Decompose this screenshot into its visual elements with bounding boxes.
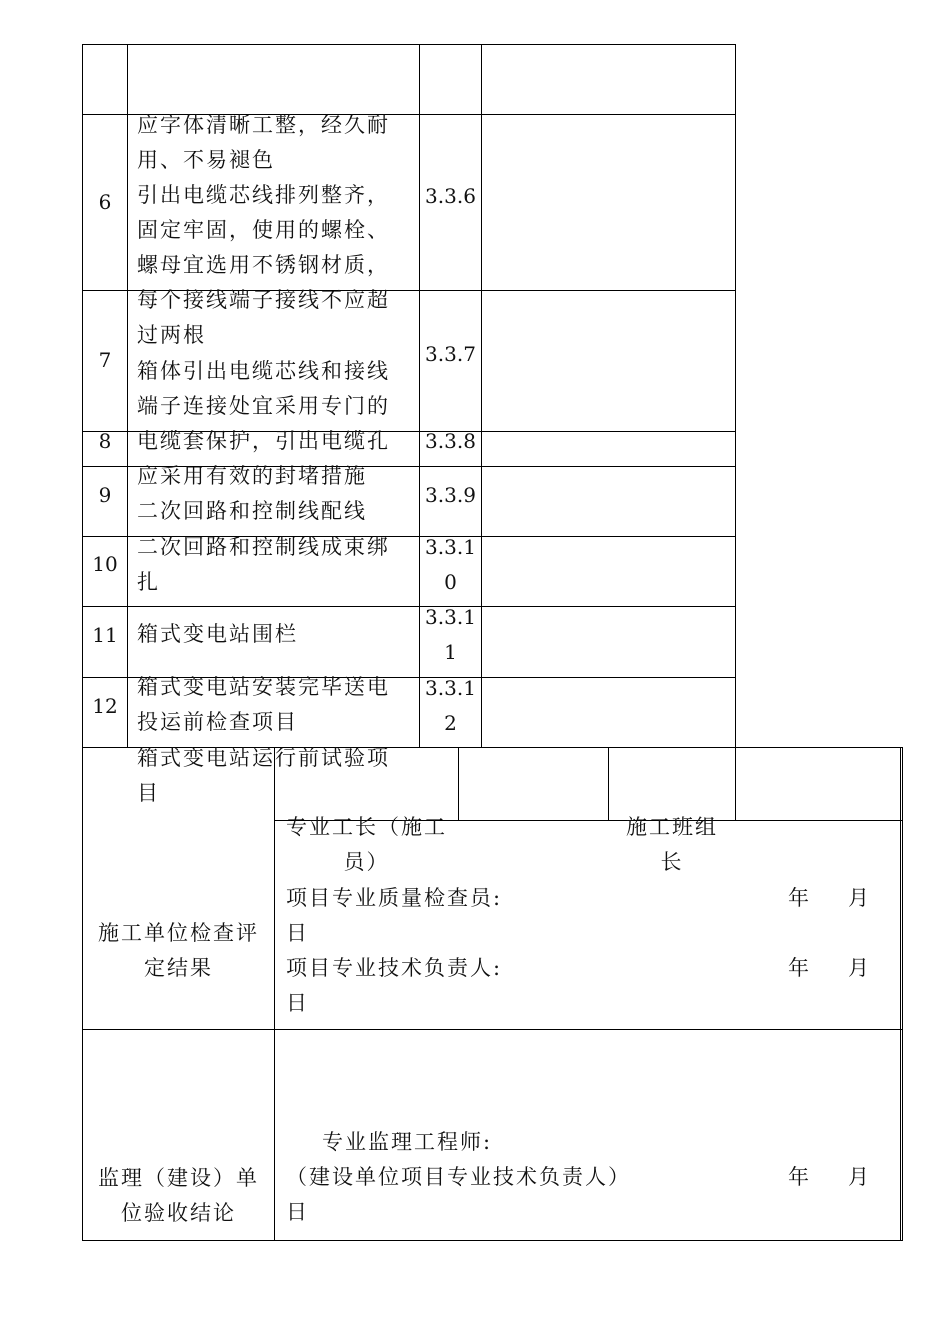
- team-leader-label: 施工班组 长: [626, 815, 718, 874]
- column-divider: [458, 747, 459, 821]
- row-number: 7: [98, 348, 112, 372]
- row-number: 11: [92, 623, 118, 647]
- clause-number: 3.3.1 0: [425, 535, 476, 594]
- clause-number: 3.3.6: [425, 184, 476, 208]
- supervision-conclusion-label: 监理（建设）单 位验收结论: [98, 1166, 259, 1225]
- item-description: 引出电缆芯线排列整齐， 固定牢固，使用的螺栓、 螺母宜选用不锈钢材质， 每个接线端子接线不应超 过两根: [137, 183, 390, 347]
- month-label: 月: [848, 956, 871, 980]
- clause-number: 3.3.7: [425, 342, 476, 366]
- item-description: 箱式变电站围栏: [137, 622, 298, 646]
- clause-number: 3.3.1 2: [425, 676, 476, 735]
- column-divider: [481, 44, 482, 748]
- quality-inspector-label: 项目专业质量检查员:: [286, 886, 503, 910]
- item-description: 二次回路和控制线成束绑 扎: [137, 535, 390, 594]
- item-description: 应字体清晰工整，经久耐 用、不易褪色: [137, 113, 390, 172]
- item-description: 箱式变电站运行前试验项 目: [137, 746, 390, 805]
- foreman-label: 专业工长（施工 员）: [286, 815, 447, 874]
- day-label: 日: [286, 1200, 309, 1224]
- column-divider: [735, 44, 736, 820]
- column-divider: [127, 44, 128, 748]
- item-description: 二次回路和控制线配线: [137, 499, 367, 523]
- year-label: 年: [788, 956, 811, 980]
- clause-number: 3.3.1 1: [425, 605, 476, 664]
- day-label: 日: [286, 991, 309, 1015]
- table-right-border: [900, 747, 901, 1241]
- year-label: 年: [788, 1165, 811, 1189]
- day-label: 日: [286, 921, 309, 945]
- row-number: 6: [98, 190, 112, 214]
- row-number: 9: [98, 483, 112, 507]
- owner-tech-lead-label: （建设单位项目专业技术负责人）: [286, 1165, 631, 1189]
- clause-number: 3.3.9: [425, 483, 476, 507]
- row-number: 8: [98, 429, 112, 453]
- row-number: 10: [92, 552, 118, 576]
- table-right-border: [902, 747, 903, 1241]
- month-label: 月: [848, 1165, 871, 1189]
- item-description: 箱式变电站安装完毕送电 投运前检查项目: [137, 675, 390, 734]
- year-label: 年: [788, 886, 811, 910]
- tech-lead-label: 项目专业技术负责人:: [286, 956, 503, 980]
- construction-result-label: 施工单位检查评 定结果: [98, 921, 259, 980]
- supervising-engineer-label: 专业监理工程师:: [322, 1130, 493, 1154]
- item-description: 箱体引出电缆芯线和接线 端子连接处宜采用专门的 电缆套保护，引出电缆孔 应采用有效的封堵措施: [137, 359, 390, 488]
- clause-number: 3.3.8: [425, 429, 476, 453]
- month-label: 月: [848, 886, 871, 910]
- row-number: 12: [92, 694, 118, 718]
